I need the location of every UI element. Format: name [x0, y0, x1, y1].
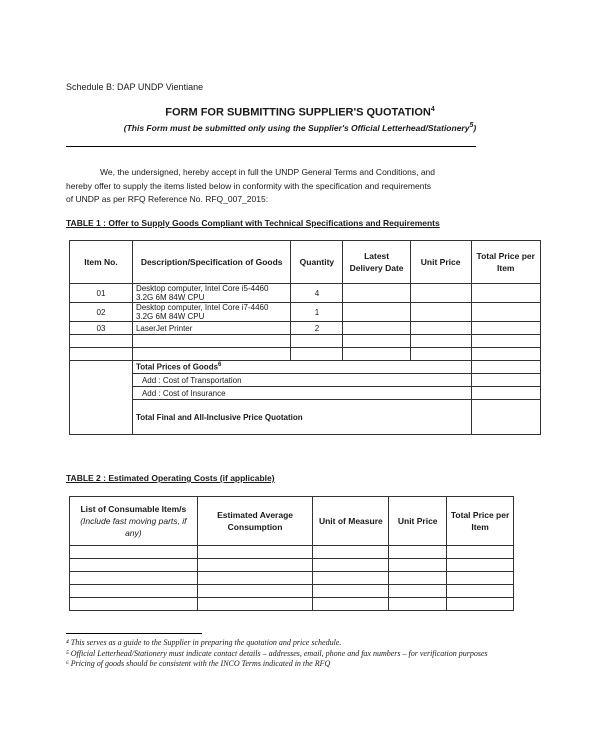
footnote-6: ⁶ Pricing of goods should be consistent with the INCO Terms indicated in the RFQ: [66, 659, 331, 668]
consumable-items-label: List of Consumable Item/s: [80, 504, 187, 514]
unit-price-cell[interactable]: [410, 284, 471, 303]
total-goods-value[interactable]: [471, 361, 541, 374]
delivery-date-cell[interactable]: [343, 322, 410, 335]
transport-row: [70, 374, 541, 387]
delivery-date-cell[interactable]: [343, 284, 410, 303]
col-total-price: Total Price per Item: [447, 497, 514, 546]
total-goods-label: [132, 361, 471, 374]
quantity-cell: 2: [291, 322, 343, 335]
col-consumable-items: [70, 497, 198, 546]
form-subtitle-end: ): [473, 122, 477, 133]
item-no-cell: 02: [70, 303, 133, 322]
table-row-empty: [70, 335, 541, 348]
final-total-label: Total Final and All-Inclusive Price Quotation: [132, 400, 471, 435]
table-row: [70, 322, 541, 335]
empty-cell[interactable]: [291, 348, 343, 361]
empty-cell[interactable]: [313, 546, 389, 559]
transport-text: Add : Cost of Transportation: [141, 375, 242, 385]
footnote-ref-4: 4: [430, 106, 435, 113]
table-row-empty: [70, 559, 514, 572]
empty-cell[interactable]: [197, 598, 313, 611]
col-unit-price: Unit Price: [389, 497, 447, 546]
empty-cell[interactable]: [313, 598, 389, 611]
final-total-value[interactable]: [471, 400, 541, 435]
empty-cell[interactable]: [70, 348, 133, 361]
empty-cell[interactable]: [471, 335, 541, 348]
footnotes: [66, 638, 496, 670]
empty-cell[interactable]: [447, 546, 514, 559]
form-subtitle-text: (This Form must be submitted only using the Supplier's Official Letterhead/Stationery: [123, 122, 470, 133]
form-title: [0, 106, 600, 119]
unit-price-cell[interactable]: [410, 303, 471, 322]
quantity-cell: 4: [291, 284, 343, 303]
intro-line-1: We, the undersigned, hereby accept in full the UNDP General Terms and Conditions, and: [100, 167, 435, 177]
footnote-ref-5: 5: [469, 122, 474, 129]
empty-cell[interactable]: [291, 335, 343, 348]
total-price-cell[interactable]: [471, 303, 541, 322]
col-unit-of-measure: Unit of Measure: [313, 497, 389, 546]
table-row-empty: [70, 585, 514, 598]
table-row-empty: [70, 572, 514, 585]
table-row: [70, 284, 541, 303]
table-row-empty: [70, 348, 541, 361]
insurance-value[interactable]: [471, 387, 541, 400]
empty-cell[interactable]: [197, 546, 313, 559]
final-total-row: [70, 400, 541, 435]
header-rule: [66, 146, 476, 147]
col-delivery-date: Latest Delivery Date: [343, 241, 410, 284]
empty-cell[interactable]: [389, 585, 447, 598]
empty-cell[interactable]: [197, 585, 313, 598]
goods-offer-table: [69, 240, 541, 435]
empty-cell[interactable]: [410, 335, 471, 348]
empty-cell[interactable]: [471, 348, 541, 361]
description-cell: Desktop computer, Intel Core i7-4460 3.2G 6M 84W CPU: [132, 303, 290, 322]
intro-paragraph: [66, 166, 476, 207]
empty-cell[interactable]: [197, 559, 313, 572]
empty-cell[interactable]: [389, 559, 447, 572]
insurance-label: [132, 387, 471, 400]
table-header-row: [70, 241, 541, 284]
empty-cell[interactable]: [389, 546, 447, 559]
empty-cell[interactable]: [70, 585, 198, 598]
empty-cell[interactable]: [70, 559, 198, 572]
footnote-5: ⁵ Official Letterhead/Stationery must indicate contact details – addresses, email, phone and fax numbers – for verification purposes: [66, 648, 488, 658]
description-cell: Desktop computer, Intel Core i5-4460 3.2G 6M 84W CPU: [132, 284, 290, 303]
empty-cell[interactable]: [70, 546, 198, 559]
quantity-cell: 1: [291, 303, 343, 322]
table-row: [70, 303, 541, 322]
empty-cell[interactable]: [389, 572, 447, 585]
table-row-empty: [70, 598, 514, 611]
empty-cell[interactable]: [313, 585, 389, 598]
empty-cell[interactable]: [447, 585, 514, 598]
col-unit-price: Unit Price: [410, 241, 471, 284]
total-price-cell[interactable]: [471, 322, 541, 335]
table2-caption: TABLE 2 : Estimated Operating Costs (if applicable): [66, 473, 275, 483]
total-price-cell[interactable]: [471, 284, 541, 303]
empty-cell[interactable]: [70, 572, 198, 585]
table-header-row: [70, 497, 514, 546]
empty-cell[interactable]: [132, 348, 290, 361]
footnote-4: ⁴ This serves as a guide to the Supplier in preparing the quotation and price schedule.: [66, 638, 342, 647]
col-quantity: Quantity: [291, 241, 343, 284]
intro-line-2: hereby offer to supply the items listed below in conformity with the specification and requirements: [66, 180, 432, 191]
summary-spacer-cell: [70, 361, 133, 435]
item-no-cell: 01: [70, 284, 133, 303]
total-goods-row: [70, 361, 541, 374]
empty-cell[interactable]: [70, 598, 198, 611]
col-item-no: Item No.: [70, 241, 133, 284]
footnote-ref-6: 6: [218, 362, 222, 369]
empty-cell[interactable]: [197, 572, 313, 585]
empty-cell[interactable]: [447, 572, 514, 585]
empty-cell[interactable]: [343, 335, 410, 348]
col-average-consumption: Estimated Average Consumption: [197, 497, 313, 546]
col-total-price: Total Price per Item: [471, 241, 541, 284]
col-description: Description/Specification of Goods: [132, 241, 290, 284]
consumable-items-note: (Include fast moving parts, if any): [80, 516, 187, 538]
empty-cell[interactable]: [132, 335, 290, 348]
description-cell: LaserJet Printer: [132, 322, 290, 335]
operating-costs-table: [69, 496, 514, 611]
total-goods-text: Total Prices of Goods: [135, 362, 219, 372]
form-title-text: FORM FOR SUBMITTING SUPPLIER'S QUOTATION: [165, 106, 431, 119]
item-no-cell: 03: [70, 322, 133, 335]
transport-label: [132, 374, 471, 387]
insurance-text: Add : Cost of Insurance: [141, 388, 226, 398]
empty-cell[interactable]: [410, 348, 471, 361]
empty-cell[interactable]: [313, 572, 389, 585]
empty-cell[interactable]: [447, 559, 514, 572]
empty-cell[interactable]: [389, 598, 447, 611]
transport-value[interactable]: [471, 374, 541, 387]
empty-cell[interactable]: [313, 559, 389, 572]
schedule-label: Schedule B: DAP UNDP Vientiane: [66, 82, 204, 92]
form-subtitle: [0, 122, 600, 133]
empty-cell[interactable]: [70, 335, 133, 348]
unit-price-cell[interactable]: [410, 322, 471, 335]
table-row-empty: [70, 546, 514, 559]
footnote-rule: [66, 633, 202, 634]
empty-cell[interactable]: [447, 598, 514, 611]
intro-line-3: of UNDP as per RFQ Reference No. RFQ_007_2015:: [66, 194, 269, 204]
empty-cell[interactable]: [343, 348, 410, 361]
table1-caption: TABLE 1 : Offer to Supply Goods Compliant with Technical Specifications and Requirements: [66, 218, 440, 228]
delivery-date-cell[interactable]: [343, 303, 410, 322]
insurance-row: [70, 387, 541, 400]
